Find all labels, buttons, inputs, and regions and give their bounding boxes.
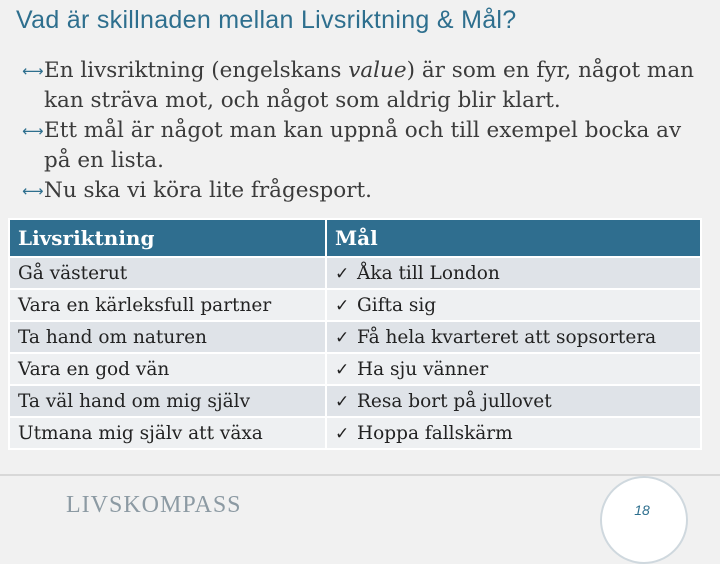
bullet-item — [22, 176, 702, 206]
livskompass-logo: LIVSKOMPASS — [66, 492, 242, 518]
bullet-emphasis: value — [348, 58, 407, 83]
double-arrow-icon: ⟷ — [22, 62, 44, 80]
livsriktning-cell: Vara en kärleksfull partner — [9, 289, 326, 321]
livsriktning-cell: Utmana mig själv att växa — [9, 417, 326, 449]
bullet-text: Ett mål är något man kan uppnå och till exempel bocka av på en lista. — [44, 118, 682, 173]
checkmark-icon: ✓ — [335, 295, 350, 316]
page-number: 18 — [634, 502, 650, 518]
mal-cell — [326, 353, 701, 385]
table-header-row — [9, 219, 701, 257]
livsriktning-cell: Ta hand om naturen — [9, 321, 326, 353]
mal-cell — [326, 257, 701, 289]
double-arrow-icon: ⟷ — [22, 122, 44, 140]
comparison-table — [8, 218, 702, 450]
mal-text: Hoppa fallskärm — [357, 422, 513, 444]
mal-text: Ha sju vänner — [357, 358, 489, 380]
mal-text: Gifta sig — [357, 294, 437, 316]
mal-text: Få hela kvarteret att sopsortera — [357, 326, 657, 348]
livsriktning-cell: Gå västerut — [9, 257, 326, 289]
bullet-text: ) är som en fyr, något man kan sträva mot, och något som aldrig blir klart. — [44, 58, 694, 113]
double-arrow-icon: ⟷ — [22, 182, 44, 200]
livsriktning-cell: Vara en god vän — [9, 353, 326, 385]
bullet-text: Nu ska vi köra lite frågesport. — [44, 178, 372, 203]
checkmark-icon: ✓ — [335, 423, 350, 444]
mal-cell — [326, 385, 701, 417]
table-row — [9, 321, 701, 353]
livsriktning-cell: Ta väl hand om mig själv — [9, 385, 326, 417]
slide-title: Vad är skillnaden mellan Livsriktning & Mål? — [16, 6, 517, 34]
bullet-text: En livsriktning (engelskans — [44, 58, 349, 83]
mal-cell — [326, 417, 701, 449]
bullet-item — [22, 56, 702, 116]
bullet-list — [22, 56, 702, 206]
page-number-badge — [600, 476, 688, 564]
mal-cell — [326, 321, 701, 353]
bullet-item — [22, 116, 702, 176]
column-header-mal: Mål — [326, 219, 701, 257]
checkmark-icon: ✓ — [335, 391, 350, 412]
table-row — [9, 289, 701, 321]
mal-cell — [326, 289, 701, 321]
mal-text: Resa bort på jullovet — [357, 390, 552, 412]
footer-divider — [0, 474, 720, 476]
table-row — [9, 417, 701, 449]
table-row — [9, 385, 701, 417]
checkmark-icon: ✓ — [335, 359, 350, 380]
table-row — [9, 353, 701, 385]
checkmark-icon: ✓ — [335, 263, 350, 284]
checkmark-icon: ✓ — [335, 327, 350, 348]
column-header-livsriktning: Livsriktning — [9, 219, 326, 257]
table-row — [9, 257, 701, 289]
mal-text: Åka till London — [357, 262, 500, 284]
